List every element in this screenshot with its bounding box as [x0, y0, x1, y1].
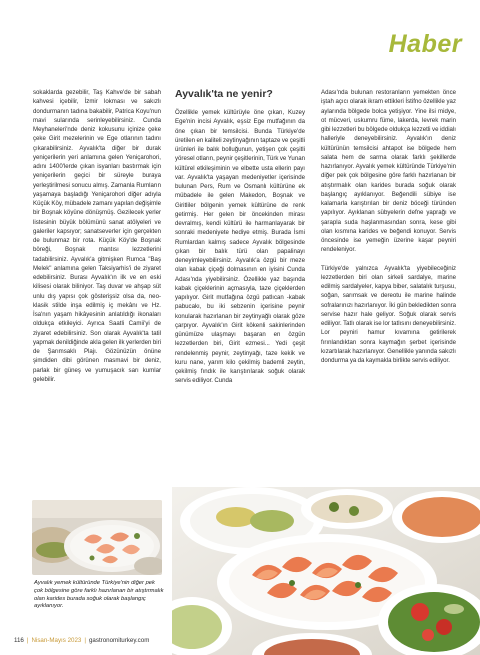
footer-separator: | — [84, 637, 86, 644]
paragraph: Türkiye'de yalnızca Ayvalık'ta yiyebileceğiniz lezzetlerden biri olan sirkeli sardalye, marine edilmiş sardalyeler, kapya biber, salatalık turşusu, soğan, sarımsak ve dereotu ile marine halinde sofralarınızı hazırlanıyor. İki gün bekledikten sonra servise hazır hale geliyor. Soğuk olarak servis ediliyor. Tatlı olarak ise lor tatlısını deneyebilirsiniz. Lor peyniri hamur kıvamına getirilerek fırınlandıktan sonra kaymağın şerbet içerisinde kızartılarak hazırlanıyor. Genellikle yanında sakızlı dondurma ya da kaymakla birlikte servis ediliyor. — [321, 264, 456, 364]
meze-spread-photo — [172, 487, 480, 655]
article-column-2 — [175, 108, 305, 395]
issue-date: Nisan-Mayıs 2023 — [31, 637, 82, 644]
article-column-1 — [33, 88, 161, 393]
paragraph: Adası'nda bulunan restoranların yemekten önce iştah açıcı olarak ikram ettikleri İstifno özellikle yaz aylarında bölgede bolca yetişiyor. Yine ilsi midye, ot mücveri, uskumru füme, lakerda, levrek marin gibi lezzetleri bu bölgede oldukça lezzetli ve iddialı halleriyle deneyebilirsiniz. Ayvalık'ın deniz kültürünün temsilcisi ahtapot ise bölgede hem salata hem de sarma olarak farklı şekillerde hazırlanıyor. Ayvalık yemek kültüründe Türkiye'nin diğer pek çok bölgesine göre farklı hazırlanan bir atıştırmalık olan karides burada soğuk olarak başlangıç ayıklanıyor. Beğendili sübiye ise kalamarla karıştırılan bir deniz böceği türünden yapılıyor. Ayıklanan sübyelerin defne yaprağı ve şarapla suda haşlanmasından sonra, kese gibi olan kısmına karides ve beğendi konuyor. Servis öncesinde ise yemeğin üzerine kaşar peyniri rendeleniyor. — [321, 89, 456, 254]
page-footer — [14, 637, 149, 644]
shrimp-dish-photo — [32, 500, 162, 575]
paragraph: Özellikle yemek kültürüyle öne çıkan, Kuzey Ege'nin incisi Ayvalık, eşsiz Ege mutfağının da öne çıkan bir temsilcisi. Bunda Türkiye'de üretilen en kaliteli zeytinyağının taptaze ve çeşitli ürünleri ile balık bolluğunun, yetişen çok çeşitli yöresel otların, peynir çeşitlerinin, Türk ve Yunan kültürel etkileşiminin ve elbette usta ellerin payı var. Ayvalık'ta yaşayan medeniyetler içerisinde bulunan Pers, Rum ve Osmanlı kültürüne ek mübadele ile gelen Makedon, Boşnak ve Giritliler bölgenin yemek kültürüne de renk getirmiş. Her gelen bir öncekinden mirası devralmış, kendi kültürü ile harmanlayarak bir sonraki medeniyete hediye etmiş. Burada İsmi Rumlardan kalmış sadece Ayvalık bölgesinde çıkan bir balık türü olan papalinayı deneyimleyebilirsiniz. Ayvalık'a özgü bir meze olan kabak çiçeği dolmasının en iyisini Cunda Adası'nda yiyebilirsiniz. Özellikle yaz başında kabak çiçeklerinin açmasıyla, taze çiçeklerden yapılıyor. Girit mutfağına özgü patlıcan -kabak pabucakı, bu iki sebzenin içerisine peynir konularak hazırlanan bir zeytinyağlı olarak göze çarpıyor. Ayvalık'ın Girit kökenli sakinlerinden günümüze ulaşmayı başaran en özgün lezzetlerden biri, Girit ezmesi... Yedi çeşit rendelenmiş peynir, zeytinyağı, taze kekik ve kuru nane, yarım kilo çekilmiş bademli zeytin, çekilmiş fındık ile karıştırılarak soğuk olarak servis ediliyor. Cunda — [175, 109, 305, 385]
page-number: 116 — [14, 637, 24, 644]
section-title: Haber — [388, 30, 462, 58]
photo-caption: Ayvalık yemek kültüründe Türkiye'nin diğer pek çok bölgesine göre farklı hazırlanan bir atıştırmalık olan karides burada soğuk olarak başlangıç ayıklanıyor. — [34, 580, 164, 610]
article-column-3 — [321, 88, 456, 374]
article-heading: Ayvalık'ta ne yenir? — [175, 88, 273, 100]
footer-separator: | — [26, 637, 29, 644]
website: gastronomiturkey.com — [88, 637, 150, 644]
paragraph: sokaklarda gezebilir, Taş Kahve'de bir sabah kahvesi içebilir, İzmir lokması ve sakızlı dondurmanın tadına bakabilir, Patrica Koyu'nun mavi sularında serinleyebilirsiniz. Cunda Meyhaneleri'nde deniz kokusunu içinize çeke çeke Girit mezelerinin ve Ege otlarının tadını çıkarabilirsiniz. Ayvalık'ta diğer bir durak yeniçerilerin yeri anlamına gelen Yeniçarohori, adını 1400'lerde çıkan isyanları bastırmak için yeniçerilerin geçici bir süreyle buraya yerleştirilmesi sonucu almış. Zamanla Rumların yaşamaya başladığı Yeniçarohori diğer adıyla Küçük Köy, mübadele zamanı yapılan değişimle bir Boşnak köyüne dönüşmüş. Gezilecek yerler listesinin büyük bölümünü sanat atölyeleri ve galeriler kapsıyor; sanatseverler için gerçekten de bulunmaz bir rota. Küçük Köy'de Boşnak böreği, Boşnak mantısı lezzetlerini tadabilirsiniz. Ayvalık'a gitmişken Rumca "Baş Melek" anlamına gelen Taksiyarhis'i de ziyaret edebilirsiniz. Burası Ayvalık'ın ilk ve en eski kilisesi olarak biliniyor. Taş duvar ve ahşap süt unlu dış yapısı çok gösterişsiz olsa da, neo-klasik stilde inşa edilmiş iç mekânı ve Hz. İsa'nın yaşam hikâyesinin anlatıldığı ikonaları oldukça etkileyici. Ayrıca Saatli Camii'yi de ziyaret edebilirsiniz. Son olarak Ayvalık'ta tatil yapmak denildiğinde akla gelen ilk yerlerden biri de Şarımsaklı Plajı. Gözünüzün önüne şimdiden dibi görünen masmavi bir deniz, parlak bir güneş ve yumuşacık sarı kumlar gelebilir. — [33, 89, 161, 383]
